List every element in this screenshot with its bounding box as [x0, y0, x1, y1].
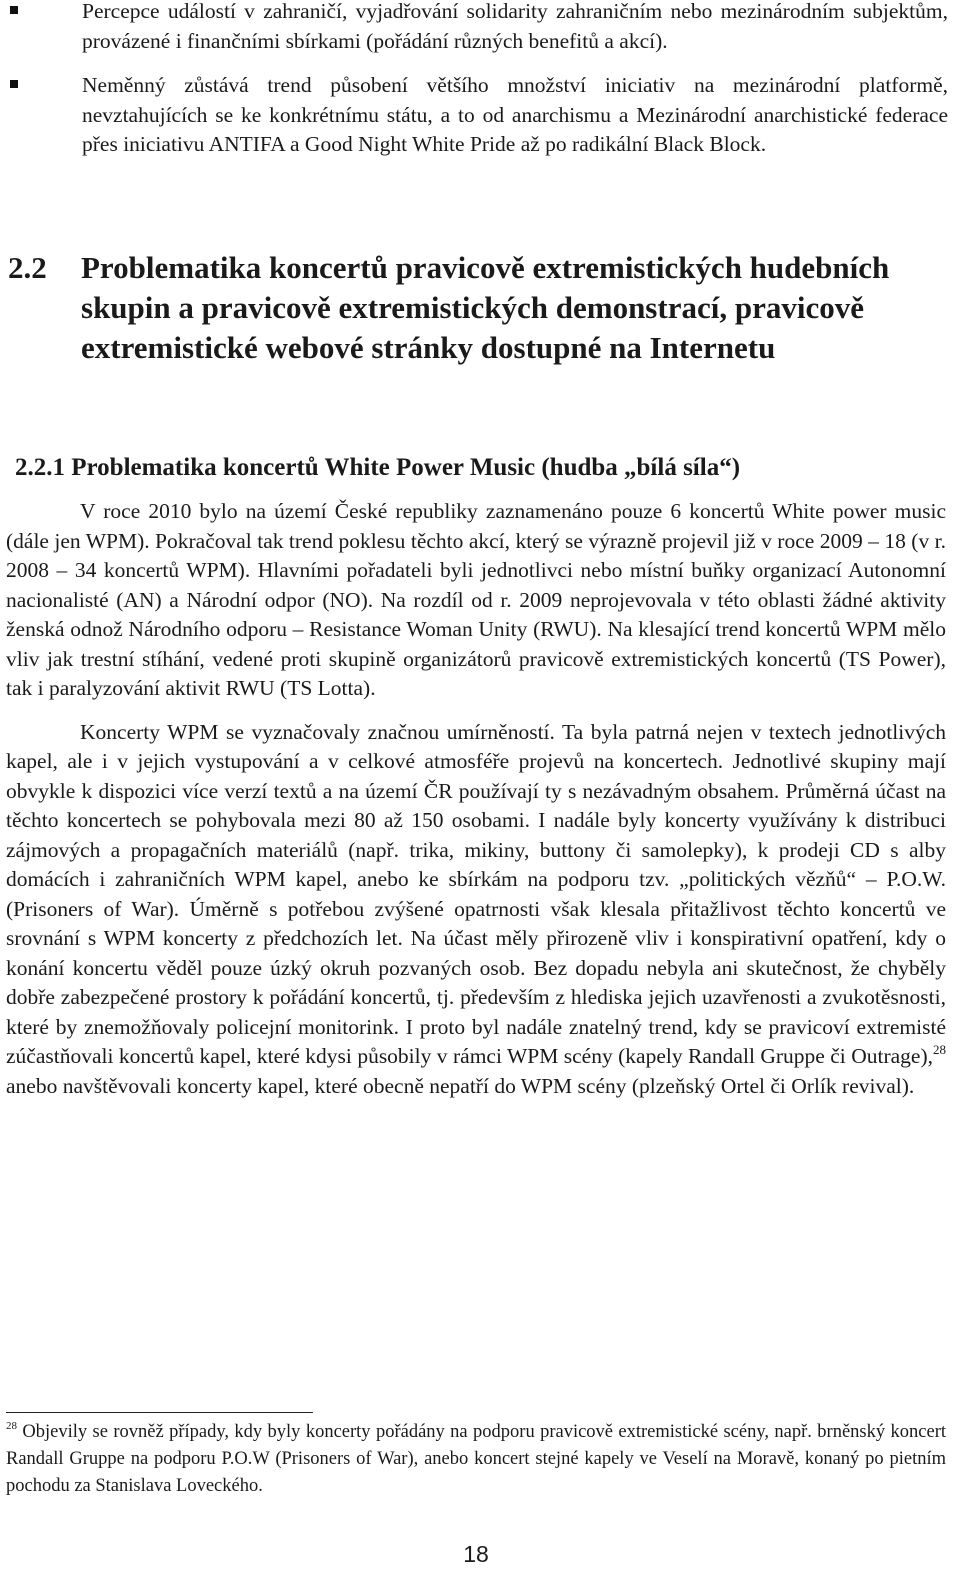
bullet-text: Neměnný zůstává trend působení většího množství iniciativ na mezinárodní platformě, nevztahujících se ke konkrétnímu státu, a to od anarchismu a Mezinárodní anarchistické federace přes iniciativu ANTIFA a Good Night White Pride až po radikální Black Block. [82, 73, 948, 156]
section-heading [8, 248, 948, 368]
bullet-item [0, 71, 960, 160]
square-bullet-icon [10, 6, 18, 14]
subsection-title: Problematika koncertů White Power Music (hudba „bílá síla“) [71, 454, 741, 481]
paragraph-text-continued: anebo navštěvovali koncerty kapel, které obecně nepatří do WPM scény (plzeňský Ortel či Orlík revival). [6, 1073, 915, 1098]
footnote-reference[interactable]: 28 [933, 1042, 946, 1057]
bullet-text: Percepce událostí v zahraničí, vyjadřování solidarity zahraničním nebo mezinárodním subjektům, provázené i finančními sbírkami (pořádání různých benefitů a akcí). [82, 0, 948, 53]
footnote-separator [6, 1412, 313, 1413]
paragraph-text: V roce 2010 bylo na území České republiky zaznamenáno pouze 6 koncertů White power music (dále jen WPM). Pokračoval tak trend poklesu těchto akcí, který se výrazně projevil již v roce 2009 – 18 (v r. 2008 – 34 koncertů WPM). Hlavními pořadateli byli jednotlivci nebo místní buňky organizací Autonomní nacionalisté (AN) a Národní odpor (NO). Na rozdíl od r. 2009 neprojevovala v této oblasti žádné aktivity ženská odnož Národního odporu – Resistance Woman Unity (RWU). Na klesající trend koncertů WPM mělo vliv jak trestní stíhání, vedené proti skupině organizátorů pravicově extremistických koncertů (TS Power), tak i paralyzování aktivit RWU (TS Lotta). [6, 499, 946, 700]
square-bullet-icon [10, 80, 18, 88]
subsection-number: 2.2.1 [15, 454, 65, 481]
paragraph-text: Koncerty WPM se vyznačovaly značnou umírněností. Ta byla patrná nejen v textech jednotlivých kapel, ale i v jejich vystupování a v celkové atmosféře projevů na koncertech. Jednotlivé skupiny mají obvykle k dispozici více verzí textů a na území ČR používají ty s nezávadným obsahem. Průměrná účast na těchto koncertech se pohybovala mezi 80 až 150 osobami. I nadále byly koncerty využívány k distribuci zájmových a propagačních materiálů (např. trika, mikiny, buttony či samolepky), k prodeji CD s alby domácích i zahraničních WPM kapel, anebo ke sbírkám na podporu tzv. „politických vězňů“ – P.O.W. (Prisoners of War). Úměrně s potřebou zvýšené opatrnosti však klesala přitažlivost těchto koncertů ve srovnání s WPM koncerty z předchozích let. Na účast měly přirozeně vliv i konspirativní opatření, kdy o konání koncertu věděl pouze úzký okruh pozvaných osob. Bez dopadu nebyla ani skutečnost, že chyběly dobře zabezpečené prostory k pořádání koncertů, tj. především z hlediska jejich uzavřenosti a zvukotěsnosti, které by znemožňovaly policejní monitorink. I proto byl nadále znatelný trend, kdy se pravicoví extremisté zúčastňovali koncertů kapel, které kdysi působily v rámci WPM scény (kapely Randall Gruppe či Outrage), [6, 719, 946, 1068]
paragraph [6, 497, 946, 704]
section-title: Problematika koncertů pravicově extremistických hudebních skupin a pravicově extremistických demonstrací, pravicově extremistické webové stránky dostupné na Internetu [81, 250, 890, 365]
footnote-text: Objevily se rovněž případy, kdy byly koncerty pořádány na podporu pravicově extremistické scény, např. brněnský koncert Randall Gruppe na podporu P.O.W (Prisoners of War), anebo koncert stejné kapely ve Veselí na Moravě, konaný po pietním pochodu za Stanislava Loveckého. [6, 1422, 946, 1496]
bullet-list [0, 0, 960, 175]
bullet-item [0, 0, 960, 56]
section-number: 2.2 [8, 250, 47, 285]
page-number: 18 [463, 1541, 489, 1567]
subsection-heading [15, 452, 945, 484]
body-text [6, 497, 946, 1115]
footnote-number: 28 [6, 1420, 17, 1432]
footnote [6, 1419, 946, 1500]
paragraph [6, 718, 946, 1102]
